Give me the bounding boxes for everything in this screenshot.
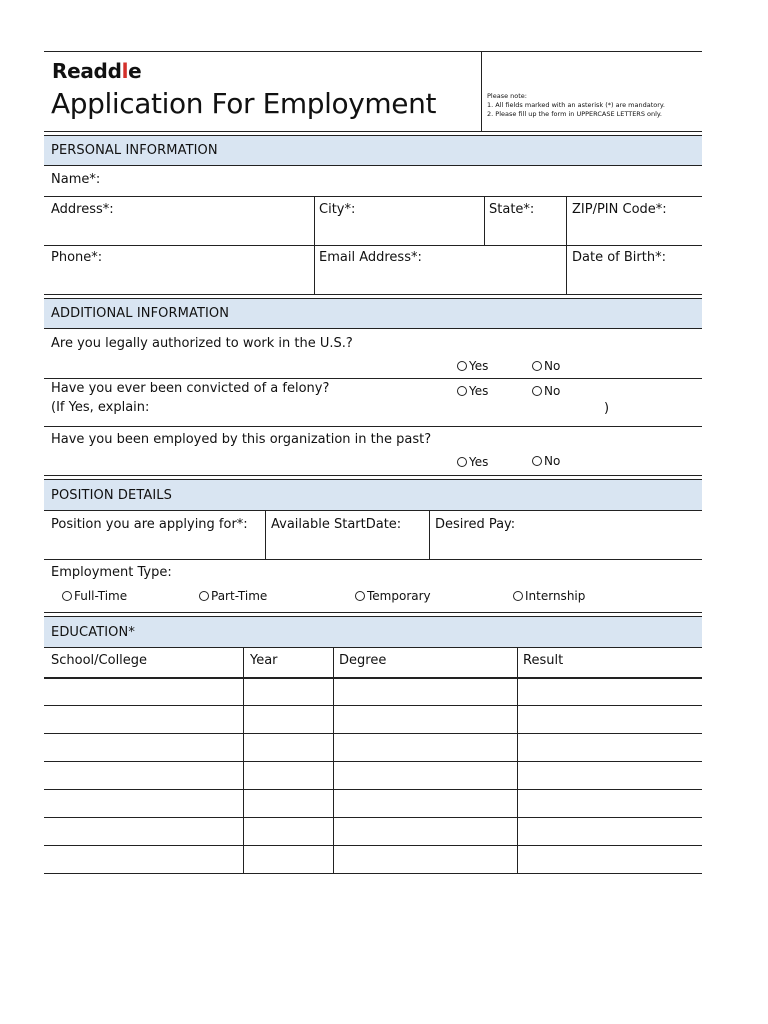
education-col-year: Year (250, 653, 278, 668)
felony-explain-close: ) (604, 401, 610, 416)
email-field[interactable]: Email Address*: (319, 250, 422, 265)
radio-label: No (544, 359, 561, 373)
row-divider (44, 559, 702, 560)
radio-past-employment-yes[interactable] (457, 455, 488, 469)
employment-type-label: Employment Type: (51, 565, 172, 580)
state-field[interactable]: State*: (489, 202, 535, 217)
table-row[interactable] (44, 789, 702, 790)
row-divider (44, 196, 702, 197)
table-row[interactable] (44, 817, 702, 818)
radio-circle-icon (457, 386, 467, 396)
education-col-school: School/College (51, 653, 148, 668)
note-uppercase: 2. Please fill up the form in UPPERCASE LETTERS only. (487, 110, 662, 118)
radio-label: Full-Time (74, 589, 128, 603)
education-col-degree: Degree (339, 653, 387, 668)
city-field[interactable]: City*: (319, 202, 356, 217)
section-additional-information (44, 298, 702, 329)
table-row[interactable] (44, 873, 702, 874)
table-row[interactable] (44, 705, 702, 706)
header-bottom-border (44, 131, 702, 132)
page-title: Application For Employment (51, 87, 437, 120)
row-divider (44, 475, 702, 476)
brand-logo: Readdle (52, 59, 142, 83)
position-applying-field[interactable]: Position you are applying for*: (51, 517, 248, 532)
note-mandatory: 1. All fields marked with an asterisk (*) are mandatory. (487, 101, 665, 109)
col-divider (265, 511, 266, 559)
felony-explain-field[interactable]: (If Yes, explain: (51, 400, 150, 415)
radio-label: Temporary (367, 589, 431, 603)
education-col-result: Result (523, 653, 564, 668)
radio-circle-icon (199, 591, 209, 601)
radio-label: Yes (469, 455, 489, 469)
section-education (44, 616, 702, 648)
radio-circle-icon (457, 457, 467, 467)
section-heading: ADDITIONAL INFORMATION (51, 306, 230, 321)
radio-past-employment-no[interactable] (532, 454, 560, 468)
education-header-divider (44, 677, 702, 679)
radio-full-time[interactable] (62, 589, 127, 603)
question-felony: Have you ever been convicted of a felony? (51, 381, 330, 396)
table-row[interactable] (44, 845, 702, 846)
radio-label: Yes (469, 359, 489, 373)
col-divider (484, 196, 485, 245)
col-divider (429, 511, 430, 559)
name-field[interactable]: Name*: (51, 172, 101, 187)
radio-work-auth-no[interactable] (532, 359, 560, 373)
radio-label: No (544, 384, 561, 398)
zip-field[interactable]: ZIP/PIN Code*: (572, 202, 667, 217)
radio-circle-icon (457, 361, 467, 371)
radio-label: Yes (469, 384, 489, 398)
desired-pay-field[interactable]: Desired Pay: (435, 517, 516, 532)
section-heading: PERSONAL INFORMATION (51, 143, 218, 158)
radio-circle-icon (532, 456, 542, 466)
radio-circle-icon (532, 361, 542, 371)
header-divider (481, 51, 482, 131)
radio-felony-no[interactable] (532, 384, 560, 398)
radio-circle-icon (513, 591, 523, 601)
radio-label: Internship (525, 589, 586, 603)
section-personal-information (44, 135, 702, 166)
note-heading: Please note: (487, 92, 527, 100)
row-divider (44, 612, 702, 613)
radio-temporary[interactable] (355, 589, 431, 603)
row-divider (44, 426, 702, 427)
table-row[interactable] (44, 761, 702, 762)
radio-circle-icon (62, 591, 72, 601)
section-position-details (44, 479, 702, 511)
radio-circle-icon (532, 386, 542, 396)
radio-circle-icon (355, 591, 365, 601)
row-divider (44, 245, 702, 246)
form-notes (487, 92, 697, 119)
question-past-employment: Have you been employed by this organization in the past? (51, 432, 432, 447)
row-divider (44, 378, 702, 379)
section-heading: EDUCATION* (51, 624, 135, 640)
question-work-authorization: Are you legally authorized to work in the U.S.? (51, 336, 353, 351)
radio-felony-yes[interactable] (457, 384, 488, 398)
radio-part-time[interactable] (199, 589, 267, 603)
row-divider (44, 294, 702, 295)
top-border (44, 51, 702, 52)
radio-label: Part-Time (211, 589, 268, 603)
start-date-field[interactable]: Available StartDate: (271, 517, 402, 532)
section-heading: POSITION DETAILS (51, 487, 172, 503)
radio-work-auth-yes[interactable] (457, 359, 488, 373)
phone-field[interactable]: Phone*: (51, 250, 103, 265)
address-field[interactable]: Address*: (51, 202, 114, 217)
radio-label: No (544, 454, 561, 468)
table-row[interactable] (44, 733, 702, 734)
date-of-birth-field[interactable]: Date of Birth*: (572, 250, 666, 265)
radio-internship[interactable] (513, 589, 585, 603)
